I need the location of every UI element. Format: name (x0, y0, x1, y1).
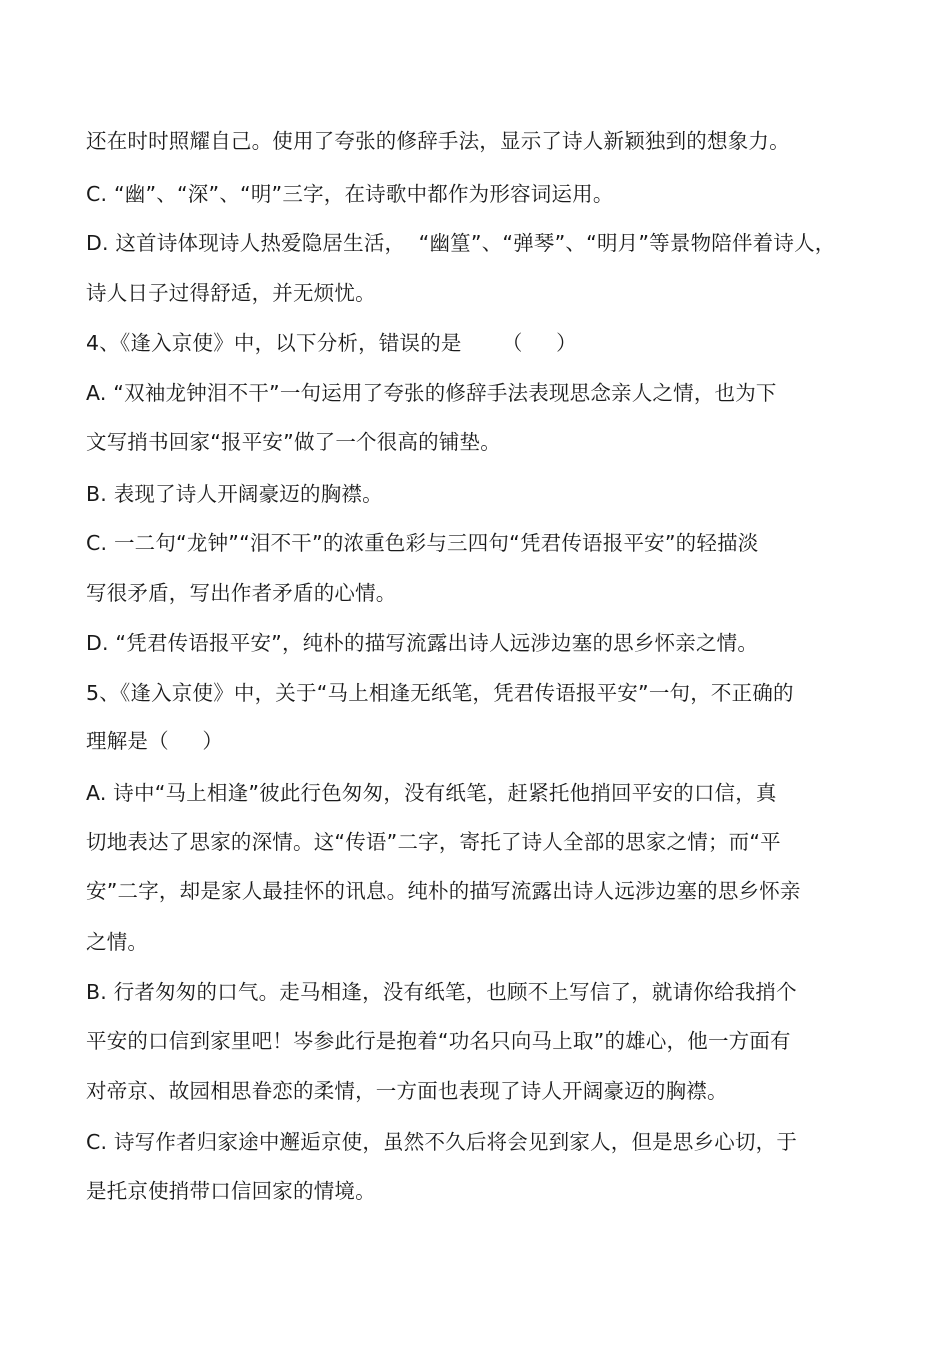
text-line: A. 诗中“马上相逢”彼此行色匆匆，没有纸笔，赶紧托他捎回平安的口信，真 (86, 781, 777, 805)
text-line: 对帝京、故园相思眷恋的柔情，一方面也表现了诗人开阔豪迈的胸襟。 (86, 1079, 728, 1103)
text-line: B. 行者匆匆的口气。走马相逢，没有纸笔，也顾不上写信了，就请你给我捎个 (86, 980, 797, 1004)
text-line: 文写捎书回家“报平安”做了一个很高的铺垫。 (86, 430, 501, 454)
text-line: C. 诗写作者归家途中邂逅京使，虽然不久后将会见到家人，但是思乡心切，于 (86, 1130, 798, 1154)
text-line: C. 一二句“龙钟”“泪不干”的浓重色彩与三四句“凭君传语报平安”的轻描淡 (86, 531, 759, 555)
text-line: 理解是（ ） (86, 729, 224, 753)
text-line: D. “凭君传语报平安”，纯朴的描写流露出诗人远涉边塞的思乡怀亲之情。 (86, 631, 759, 655)
text-line: 4、《逢入京使》中，以下分析，错误的是 （ ） (86, 331, 577, 355)
text-line: 5、《逢入京使》中，关于“马上相逢无纸笔，凭君传语报平安”一句，不正确的 (86, 681, 794, 705)
text-line: D. 这首诗体现诗人热爱隐居生活， “幽篁”、“弹琴”、“明月”等景物陪伴着诗人， (86, 231, 836, 255)
text-line: 平安的口信到家里吧！岑参此行是抱着“功名只向马上取”的雄心，他一方面有 (86, 1029, 791, 1053)
text-line: A. “双袖龙钟泪不干”一句运用了夸张的修辞手法表现思念亲人之情，也为下 (86, 381, 777, 405)
text-line: B. 表现了诗人开阔豪迈的胸襟。 (86, 482, 383, 506)
text-line: 之情。 (86, 930, 149, 954)
text-line: C. “幽”、“深”、“明”三字，在诗歌中都作为形容词运用。 (86, 182, 614, 206)
text-line: 诗人日子过得舒适，并无烦忧。 (86, 281, 376, 305)
text-line: 安”二字，却是家人最挂怀的讯息。纯朴的描写流露出诗人远涉边塞的思乡怀亲 (86, 879, 801, 903)
text-line: 切地表达了思家的深情。这“传语”二字，寄托了诗人全部的思家之情；而“平 (86, 830, 781, 854)
text-line: 还在时时照耀自己。使用了夸张的修辞手法，显示了诗人新颖独到的想象力。 (86, 129, 790, 153)
text-line: 写很矛盾，写出作者矛盾的心情。 (86, 581, 397, 605)
text-line: 是托京使捎带口信回家的情境。 (86, 1179, 376, 1203)
